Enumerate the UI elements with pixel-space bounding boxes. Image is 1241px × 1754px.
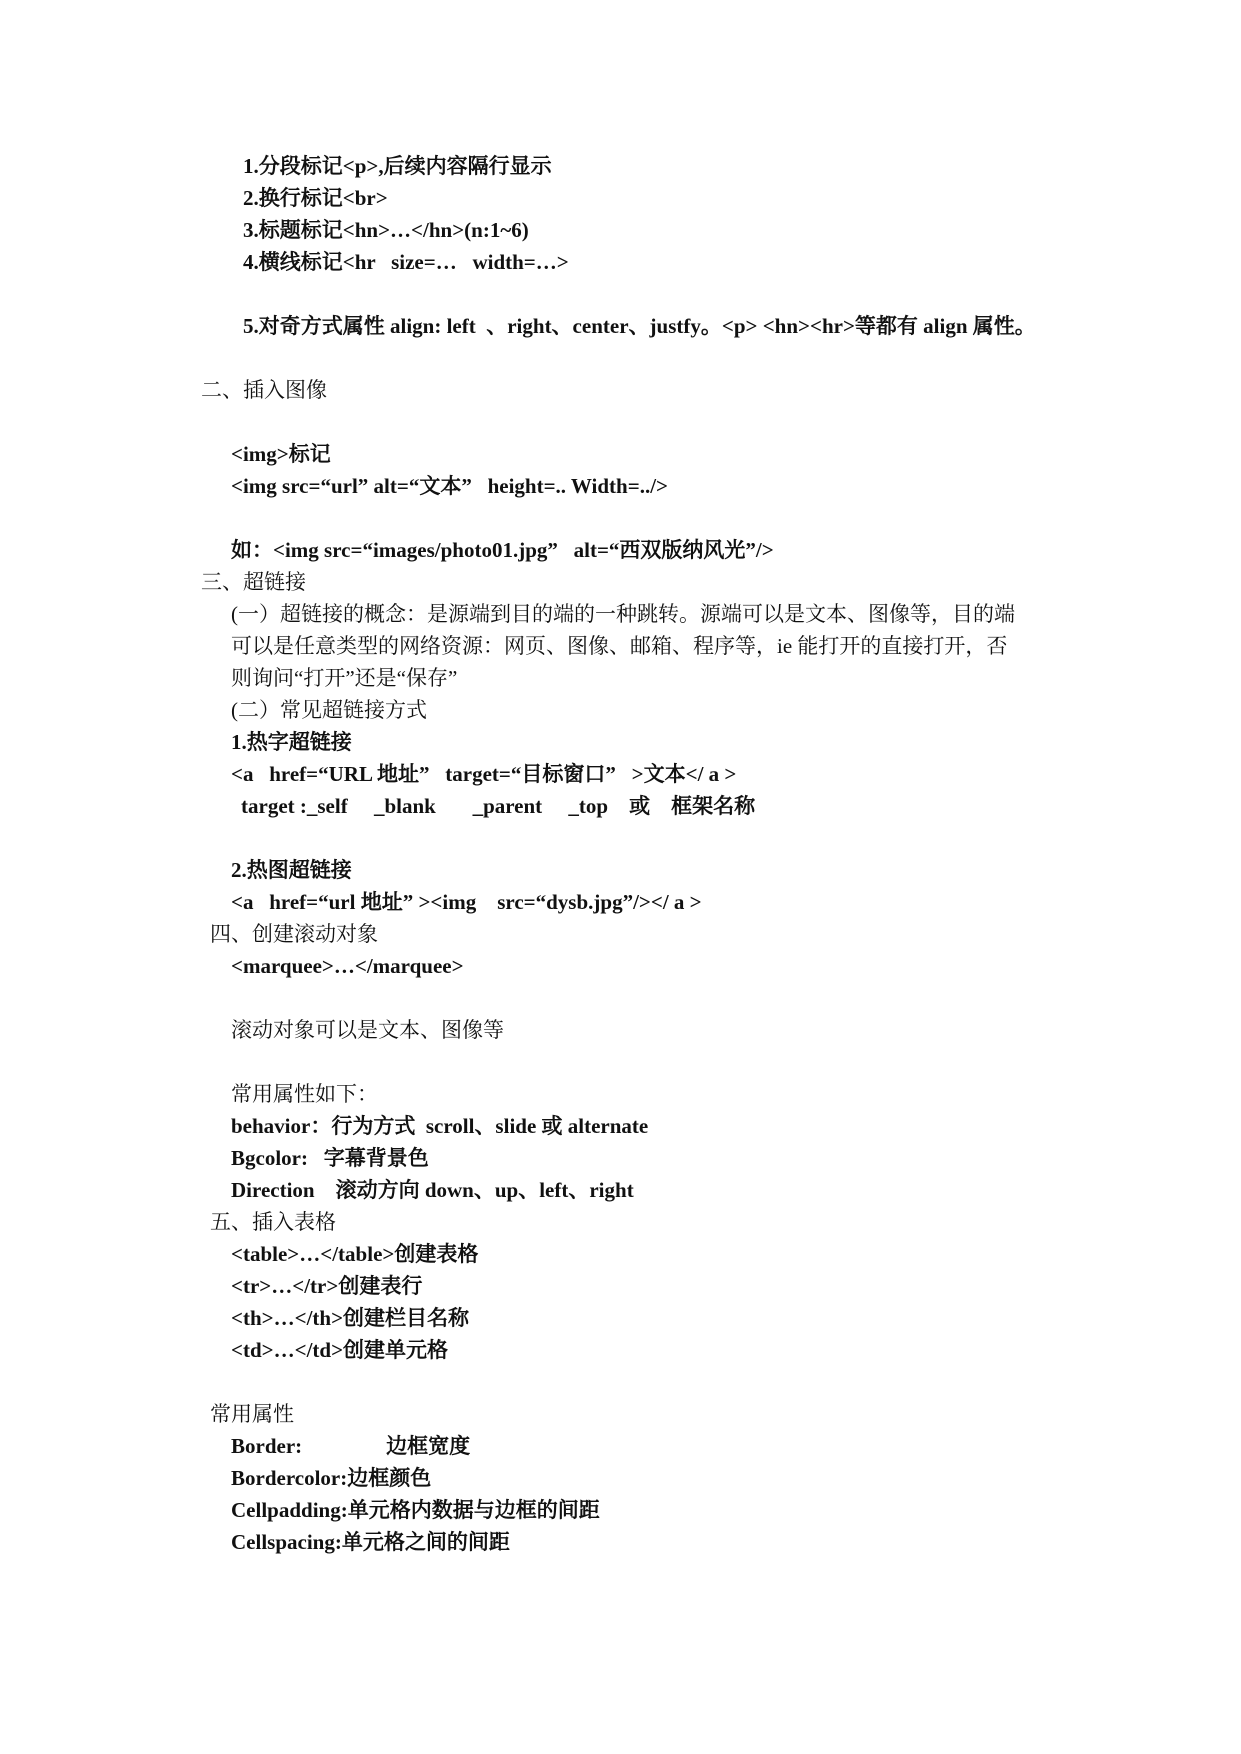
list-item: 4.横线标记<hr size=… width=…>: [243, 250, 569, 274]
example-line: 如：<img src=“images/photo01.jpg” alt=“西双版纳风光”/>: [231, 538, 774, 562]
text-line: 常用属性如下：: [231, 1082, 378, 1106]
code-line: <a href=“URL 地址” target=“目标窗口” >文本</ a >: [231, 762, 737, 786]
paragraph-line: 则询问“打开”还是“保存”: [231, 666, 458, 690]
list-item: 2.换行标记<br>: [243, 186, 388, 210]
section-heading: 三、超链接: [201, 570, 306, 594]
code-line: <table>…</table>创建表格: [231, 1242, 479, 1266]
text-line: <img>标记: [231, 442, 331, 466]
code-line: <th>…</th>创建栏目名称: [231, 1306, 470, 1330]
paragraph-line: 可以是任意类型的网络资源：网页、图像、邮箱、程序等，ie 能打开的直接打开，否: [231, 634, 1008, 658]
section-heading: 二、插入图像: [201, 378, 327, 402]
attribute-line: Cellpadding:单元格内数据与边框的间距: [231, 1498, 600, 1522]
section-heading: 四、创建滚动对象: [210, 922, 378, 946]
attribute-line: Border: 边框宽度: [231, 1434, 471, 1458]
attribute-line: Bgcolor: 字幕背景色: [231, 1146, 429, 1170]
sub-heading: 2.热图超链接: [231, 858, 352, 882]
code-line: <tr>…</tr>创建表行: [231, 1274, 423, 1298]
sub-heading: (二）常见超链接方式: [231, 698, 427, 722]
attribute-line: behavior：行为方式 scroll、slide 或 alternate: [231, 1114, 649, 1138]
code-line: <a href=“url 地址” ><img src=“dysb.jpg”/></ a >: [231, 890, 702, 914]
code-line: <td>…</td>创建单元格: [231, 1338, 449, 1362]
text-line: 滚动对象可以是文本、图像等: [231, 1018, 504, 1042]
attribute-line: Cellspacing:单元格之间的间距: [231, 1530, 510, 1554]
code-line: target :_self _blank _parent _top 或 框架名称: [241, 794, 756, 818]
list-item: 3.标题标记<hn>…</hn>(n:1~6): [243, 218, 529, 242]
attribute-line: Direction 滚动方向 down、up、left、right: [231, 1178, 634, 1202]
code-line: <img src=“url” alt=“文本” height=.. Width=../>: [231, 474, 668, 498]
list-item: 5.对奇方式属性 align: left 、right、center、justfy。<p> <hn><hr>等都有 align 属性。: [243, 314, 1036, 338]
paragraph-line: (一）超链接的概念：是源端到目的端的一种跳转。源端可以是文本、图像等，目的端: [231, 602, 1015, 626]
section-heading: 五、插入表格: [210, 1210, 336, 1234]
attribute-line: Bordercolor:边框颜色: [231, 1466, 432, 1490]
code-line: <marquee>…</marquee>: [231, 954, 464, 978]
text-line: 常用属性: [210, 1402, 294, 1426]
sub-heading: 1.热字超链接: [231, 730, 352, 754]
list-item: 1.分段标记<p>,后续内容隔行显示: [243, 154, 552, 178]
